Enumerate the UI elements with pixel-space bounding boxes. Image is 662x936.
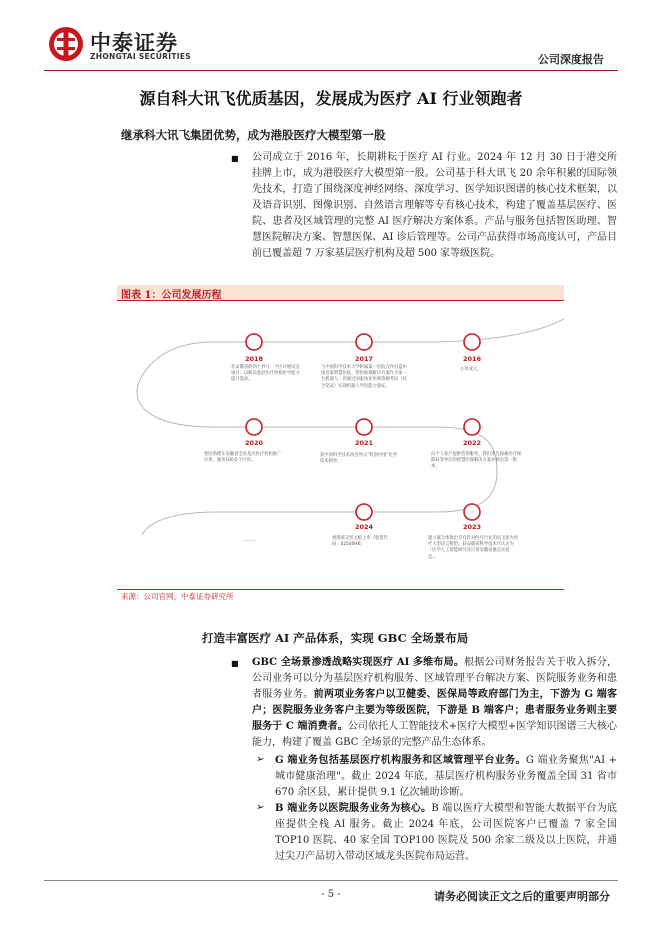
b-segment-paragraph — [275, 801, 617, 865]
milestone-marker-icon — [245, 333, 263, 351]
page-number: - 5 - — [321, 889, 341, 900]
section2-title: 打造丰富医疗 AI 产品体系，实现 GBC 全场景布局 — [202, 631, 469, 645]
milestone-year: 2018 — [244, 355, 264, 363]
milestone-year: 2020 — [244, 439, 264, 447]
paragraph-text: 根据公司财务报告关于收入拆分，公司业务可以分为基层医疗机构服务、区域管理平台解决方案、医院服务业务和患者服务业务。 — [252, 657, 617, 700]
section1-paragraph: 公司成立于 2016 年，长期耕耘于医疗 AI 行业。2024 年 12 月 30 日于港交所挂牌上市，成为港股医疗大模型第一股。公司基于科大讯飞 20 余年积累的国际领先技术，打造了围绕深度神经网络、深度学习、医学知识图谱的核心技术框架，以及语音识别、图像识别、自然语言理解等专有核心技术，构建了覆盖基层医疗、医院、患者及区域管理的完整 AI 医疗解决方案体系。产品与服务包括智医助理、智慧医院解决方案、智慧医保、AI 诊后管理等。公司产品获得市场高度认可，产品目前已覆盖超 7 万家基层医疗机构及超 500 家等级医院。 — [252, 152, 617, 259]
milestone-marker-icon — [463, 333, 481, 351]
figure-source: 来源：公司官网，中泰证券研究所 — [121, 592, 234, 601]
milestone-year: 2016 — [462, 355, 482, 363]
milestone-year: 2021 — [354, 439, 374, 447]
footer-disclaimer: 请务必阅读正文之后的重要声明部分 — [434, 890, 610, 903]
milestone-year: 2017 — [354, 355, 374, 363]
report-type: 公司深度报告 — [538, 53, 604, 66]
figure-bottom-rule — [117, 589, 564, 590]
milestone-desc: 与中国科学技术大学附属第一医院合作打造中国首家智慧医院。智医助理解决方案作为第一台机器人一次通过国家执业医师资格考试（综合笔试）实现机器人学医能力验证。 — [321, 365, 407, 389]
milestone-desc: 香港联交所主板上市（股票代码：02506HK） — [332, 536, 388, 548]
milestone-marker-icon — [355, 333, 373, 351]
paragraph-emphasis: G 端业务包括基层医疗机构服务和区域管理平台业务。 — [275, 755, 526, 766]
milestone-year: 2023 — [462, 523, 482, 531]
paragraph-emphasis: GBC 全场景渗透战略实现医疗 AI 多维布局。 — [252, 657, 465, 668]
paragraph-text: G 端业务聚焦"AI + 城市健康治理"。截止 2024 年底，基层医疗机构服务业务覆盖全国 31 省市 670 余区县，累计提供 9.1 亿次辅助诊断。 — [275, 755, 617, 798]
milestone-desc: 公司成立。 — [460, 367, 482, 372]
milestone-ellipsis: …… — [242, 535, 256, 543]
milestone-marker-icon — [355, 418, 373, 436]
company-logo-text: 中泰证券 — [90, 31, 178, 55]
milestone-marker-icon — [463, 418, 481, 436]
timeline-figure — [117, 302, 564, 587]
paragraph-emphasis: 前两项业务客户以卫健委、医保局等政府部门为主，下游为 G 端客户；医院服务业务客户主要为等级医院，下游是 B 端客户；患者服务业务则主要服务于 C 端消费者。 — [252, 689, 618, 732]
arrow-bullet-icon: ➢ — [256, 802, 265, 813]
milestone-desc: 智医助理在安徽省全省基层医疗机构推广应用，服务100多个区县。 — [204, 452, 282, 464]
milestone-year: 2024 — [354, 523, 374, 531]
section2-paragraph — [252, 655, 617, 751]
header-divider — [44, 70, 618, 71]
milestone-desc: 向个人客户提供咨询服务。我们率先探索医疗保障局等单位的智慧医保解决方案并推出第一版本。 — [431, 452, 522, 470]
milestone-marker-icon — [463, 503, 481, 521]
milestone-marker-icon — [355, 503, 373, 521]
milestone-desc: 在安徽省的四个县与一个区开展试点项目，以解决基层医疗机构医学能力提升需求。 — [231, 365, 300, 383]
bullet-square-icon: ■ — [231, 154, 239, 163]
milestone-year: 2022 — [462, 439, 482, 447]
paragraph-emphasis: B 端业务以医院服务业务为核心。 — [275, 803, 432, 814]
figure-title: 图表 1：公司发展历程 — [121, 290, 222, 301]
milestone-desc: 建立联合体推出专有针对医疗行业的讯飞星火医疗大型语言模型。获安徽省科学技术厅认定为「医学人工智能研究及应用安徽省重点实验室」。 — [428, 536, 519, 560]
section1-title: 继承科大讯飞集团优势，成为港股医疗大模型第一股 — [121, 128, 386, 142]
milestone-desc: 获中国科学技术协会列入"科创中国"先导技术榜单。 — [320, 453, 397, 465]
company-logo-en: ZHONGTAI SECURITIES — [90, 52, 191, 61]
page-headline: 源自科大讯飞优质基因，发展成为医疗 AI 行业领跑者 — [139, 89, 523, 108]
company-logo-icon — [48, 26, 84, 62]
figure-top-rule — [117, 300, 564, 301]
g-segment-paragraph — [275, 753, 617, 801]
footer-divider — [44, 880, 618, 881]
milestone-marker-icon — [245, 418, 263, 436]
paragraph-text: 公司依托人工智能技术+医疗大模型+医学知识图谱三大核心能力，构建了覆盖 GBC 全场景的完整产品生态体系。 — [252, 721, 617, 748]
arrow-bullet-icon: ➢ — [256, 754, 265, 765]
bullet-square-icon: ■ — [231, 659, 239, 668]
paragraph-text: B 端以医疗大模型和智能大数据平台为底座提供全栈 AI 服务。截止 2024 年底，公司医院客户已覆盖 7 家全国 TOP10 医院、40 家全国 TOP100 医院及 500 余家二级及以上医院，并通过尖刀产品切入带动区域龙头医院布局运营。 — [275, 803, 617, 862]
